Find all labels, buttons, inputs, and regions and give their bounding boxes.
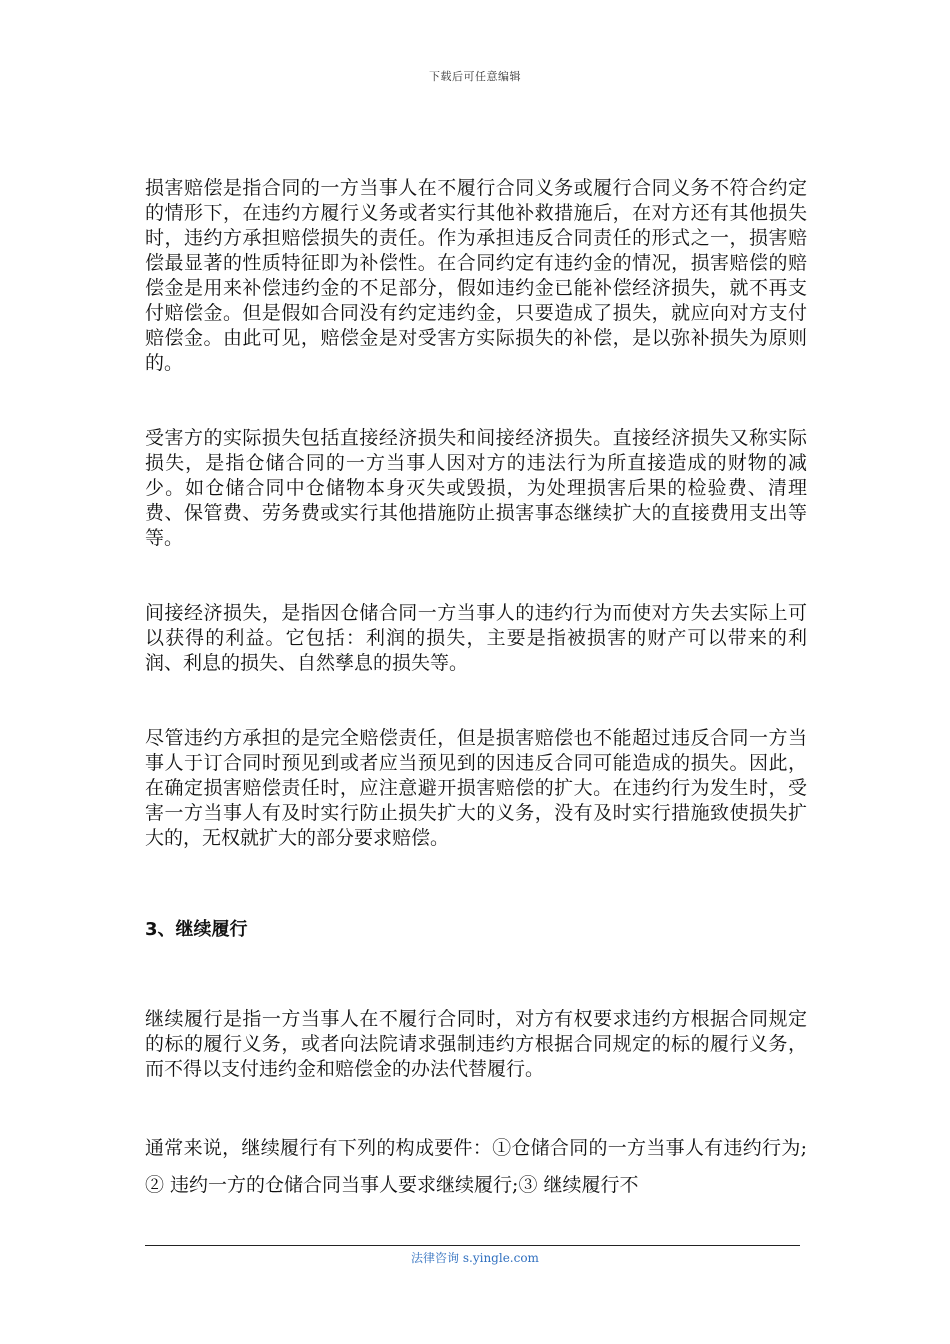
- paragraph-full-compensation: 尽管违约方承担的是完全赔偿责任，但是损害赔偿也不能超过违反合同一方当事人于订合同时预见到或者应当预见到的因违反合同可能造成的损失。因此，在确定损害赔偿责任时，应注意避开损害赔偿的扩大。在违约行为发生时，受害一方当事人有及时实行防止损失扩大的义务，没有及时实行措施致使损失扩大的，无权就扩大的部分要求赔偿。: [145, 727, 807, 849]
- paragraph-spacer: [145, 942, 807, 1007]
- paragraph-spacer: [145, 851, 807, 917]
- paragraph-damages: 损害赔偿是指合同的一方当事人在不履行合同义务或履行合同义务不符合约定的情形下，在违约方履行义务或者实行其他补救措施后，在对方还有其他损失时，违约方承担赔偿损失的责任。作为承担违反合同责任的形式之一，损害赔偿最显著的性质特征即为补偿性。在合同约定有违约金的情况，损害赔偿的赔偿金是用来补偿违约金的不足部分，假如违约金已能补偿经济损失，就不再支付赔偿金。但是假如合同没有约定违约金，只要造成了损失，就应向对方支付赔偿金。由此可见，赔偿金是对受害方实际损失的补偿，是以弥补损失为原则的。: [145, 177, 807, 374]
- paragraph-spacer: [145, 676, 807, 726]
- paragraph-indirect-loss: 间接经济损失，是指因仓储合同一方当事人的违约行为而使对方失去实际上可以获得的利益。它包括：利润的损失，主要是指被损害的财产可以带来的利润、利息的损失、自然孳息的损失等。: [145, 602, 807, 674]
- paragraph-continued-performance: 继续履行是指一方当事人在不履行合同时，对方有权要求违约方根据合同规定的标的履行义务，或者向法院请求强制违约方根据合同规定的标的履行义务，而不得以支付违约金和赔偿金的办法代替履行。: [145, 1008, 807, 1080]
- paragraph-elements: 通常来说，继续履行有下列的构成要件：①仓储合同的一方当事人有违约行为;② 违约一方的仓储合同当事人要求继续履行;③ 继续履行不: [145, 1137, 807, 1196]
- paragraph-spacer: [145, 376, 807, 426]
- paragraph-spacer: [145, 551, 807, 601]
- document-body: [145, 176, 807, 1204]
- paragraph-actual-loss: 受害方的实际损失包括直接经济损失和间接经济损失。直接经济损失又称实际损失，是指仓储合同的一方当事人因对方的违法行为所直接造成的财物的减少。如仓储合同中仓储物本身灭失或毁损，为处理损害后果的检验费、清理费、保管费、劳务费或实行其他措施防止损害事态继续扩大的直接费用支出等等。: [145, 427, 807, 549]
- footer-divider: [145, 1245, 800, 1246]
- paragraph-spacer: [145, 1082, 807, 1130]
- section-heading: 3、继续履行: [145, 919, 248, 940]
- header-note: 下载后可任意编辑: [429, 70, 521, 83]
- footer-link[interactable]: 法律咨询 s.yingle.com: [411, 1251, 539, 1265]
